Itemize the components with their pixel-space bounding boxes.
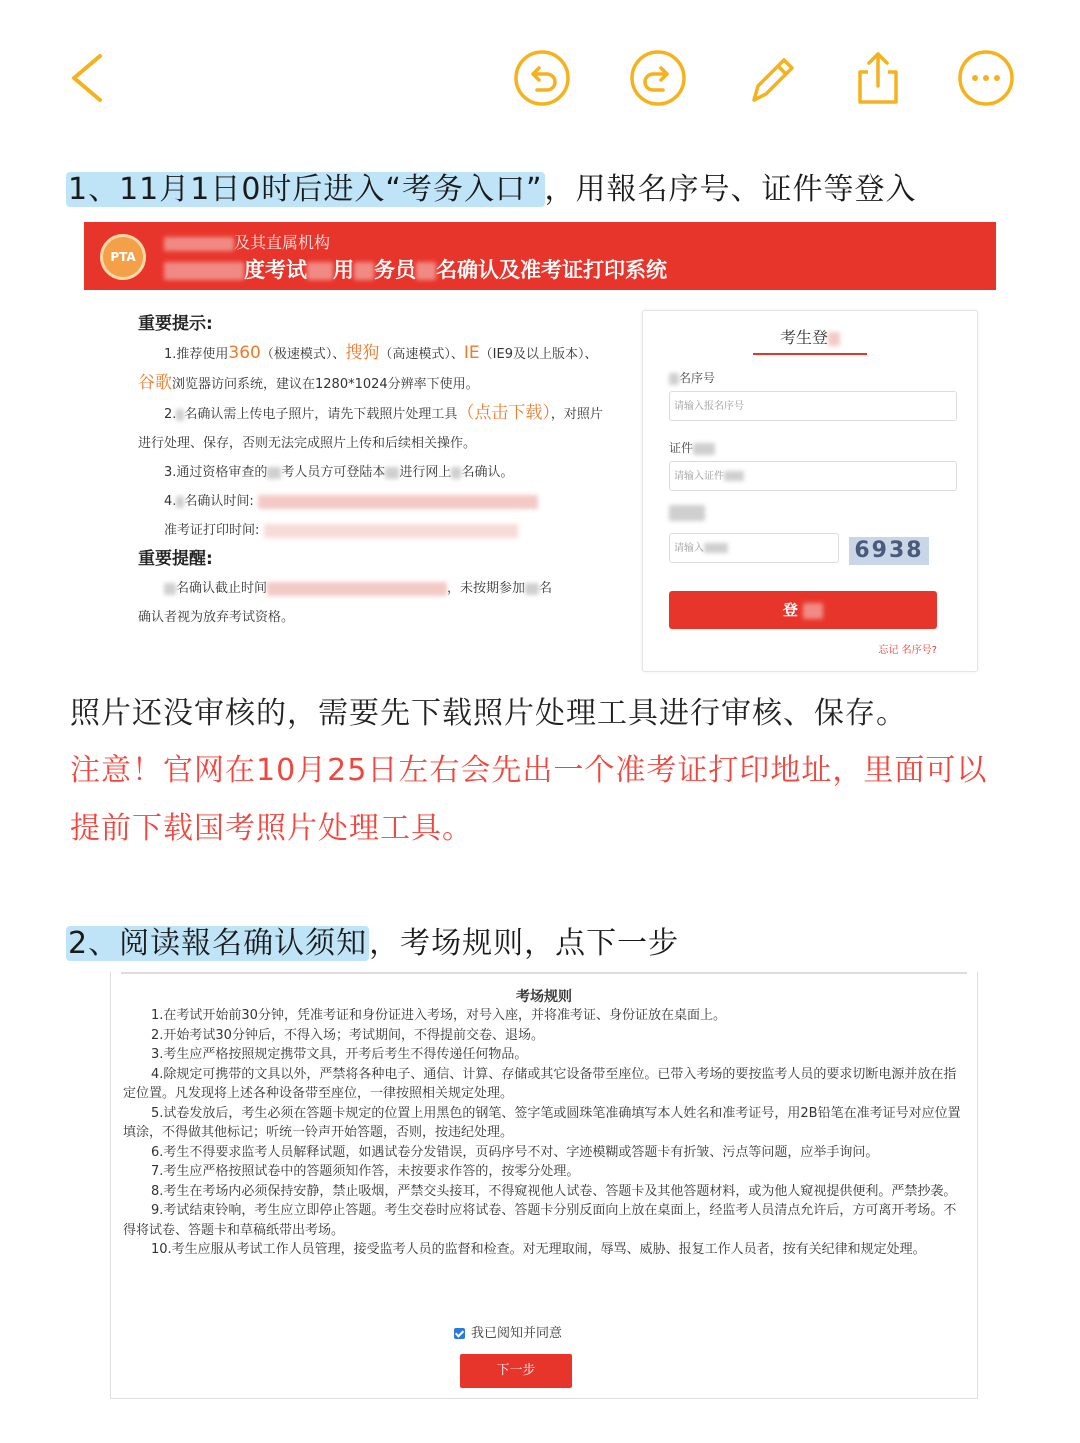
login-title: 考生登	[643, 325, 977, 348]
note-line1: 注意！官网在10月25日左右会先出一个准考证打印地址，里面可以	[70, 753, 988, 788]
captcha-input[interactable]: 请输入	[669, 533, 839, 563]
important-notice: 重要提示: 1.推荐使用360（极速模式）、搜狗（高速模式）、IE（IE9及以上版本）、谷歌浏览器访问系统，建议在1280*1024分辨率下使用。 2. 名确认需上传电子照片，请先下载照片处理工具（点击下载），对照片进行处理、保存，否则无法完成照片上传和后续相关操作。 3.通过资格审查的 考人员方可登陆本 进行网上 名确认。 4. 名确认时间: 准考证打印时间: 重要提醒: 名确认截止时间 ，未按期参加 名 确认者视为放弃考试资格。	[138, 310, 608, 632]
rule-item: 4.除规定可携带的文具以外，严禁将各种电子、通信、计算、存储或其它设备带至座位。已带入考场的要按监考人员的要求切断电源并放在指定位置。凡发现将上述各种设备带至座位，一律按照相关规定处理。	[123, 1066, 957, 1101]
forgot-regno-link[interactable]: 忘记 名序号?	[878, 645, 937, 656]
login-page-screenshot	[84, 222, 996, 672]
back-icon[interactable]	[60, 48, 120, 108]
banner-line2: 度考试 用 务员 名确认及准考证打印系统	[164, 254, 667, 284]
photo-review-text: 照片还没审核的，需要先下载照片处理工具进行审核、保存。	[70, 696, 907, 731]
student-login-panel	[642, 310, 978, 672]
rule-item: 3.考生应严格按照规定携带文具，开考后考生不得传递任何物品。	[151, 1047, 528, 1062]
rule-item: 6.考生不得要求监考人员解释试题，如遇试卷分发错误，页码序号不对、字迹模糊或答题卡有折皱、污点等问题，应举手询问。	[151, 1144, 879, 1160]
notice-heading2: 重要提醒:	[138, 549, 213, 569]
rule-item: 2.开始考试30分钟后，不得入场；考试期间，不得提前交卷、退场。	[151, 1027, 544, 1043]
step2-highlight: 2、阅读報名确认须知	[68, 926, 368, 961]
pencil-icon[interactable]	[742, 48, 802, 108]
id-label: 证件	[669, 439, 715, 456]
next-step-button[interactable]: 下一步	[460, 1354, 572, 1388]
exam-rules-screenshot	[110, 972, 978, 1399]
share-icon[interactable]	[848, 48, 908, 108]
step2-heading	[66, 918, 679, 962]
regno-input[interactable]: 请输入报名序号	[669, 391, 957, 421]
rule-item: 1.在考试开始前30分钟，凭准考证和身份证进入考场，对号入座，并将准考证、身份证放在桌面上。	[151, 1008, 726, 1023]
rule-item: 8.考生在考场内必须保持安静，禁止吸烟，严禁交头接耳，不得窥视他人试卷、答题卡及其他答题材料，或为他人窥视提供便利。严禁抄袭。	[151, 1183, 957, 1199]
regno-label: 名序号	[669, 369, 715, 386]
captcha-image[interactable]: 6938	[849, 537, 929, 565]
id-input[interactable]: 请输入证件	[669, 461, 957, 491]
step2-rest: ，考场规则，点下一步	[369, 926, 680, 961]
rule-item: 7.考生应严格按照试卷中的答题须知作答，未按要求作答的，按零分处理。	[151, 1164, 580, 1179]
rules-list	[123, 1006, 961, 1260]
agree-label: 我已阅知并同意	[471, 1326, 563, 1341]
rule-item: 9.考试结束铃响，考生应立即停止答题。考生交卷时应将试卷、答题卡分别反面向上放在桌面上，经监考人员清点允许后，方可离开考场。不得将试卷、答题卡和草稿纸带出考场。	[123, 1203, 957, 1238]
rule-item: 5.试卷发放后，考生必须在答题卡规定的位置上用黑色的钢笔、签字笔或圆珠笔准确填写本人姓名和准考证号，用2B铅笔在准考证号对应位置填涂，不得做其他标记；听统一铃声开始答题，否则，按违纪处理。	[123, 1105, 961, 1140]
note-line2: 提前下载国考照片处理工具。	[70, 811, 473, 846]
redo-icon[interactable]	[628, 48, 688, 108]
download-tool-link[interactable]: （点击下载）	[457, 403, 551, 423]
banner-line1: 及其直属机构	[164, 230, 330, 253]
undo-icon[interactable]	[512, 48, 572, 108]
rules-title: 考场规则	[516, 989, 572, 1005]
system-banner	[84, 222, 996, 290]
step1-rest: ，用報名序号、证件等登入	[544, 172, 917, 207]
step1-heading	[66, 164, 917, 208]
rule-item: 10.考生应服从考试工作人员管理，接受监考人员的监督和检查。对无理取闹，辱骂、威胁、报复工作人员者，按有关纪律和规定处理。	[151, 1242, 926, 1257]
login-button[interactable]: 登	[669, 591, 937, 629]
captcha-label	[669, 505, 705, 521]
agree-checkbox[interactable]	[454, 1322, 562, 1341]
more-icon[interactable]	[956, 48, 1016, 108]
step1-highlight: 1、11月1日0时后进入“考务入口”	[68, 172, 543, 207]
notice-heading: 重要提示:	[138, 314, 213, 334]
login-title-underline	[753, 353, 867, 355]
exam-logo-icon: PTA	[100, 234, 146, 280]
checkbox-checked-icon[interactable]	[454, 1328, 465, 1339]
